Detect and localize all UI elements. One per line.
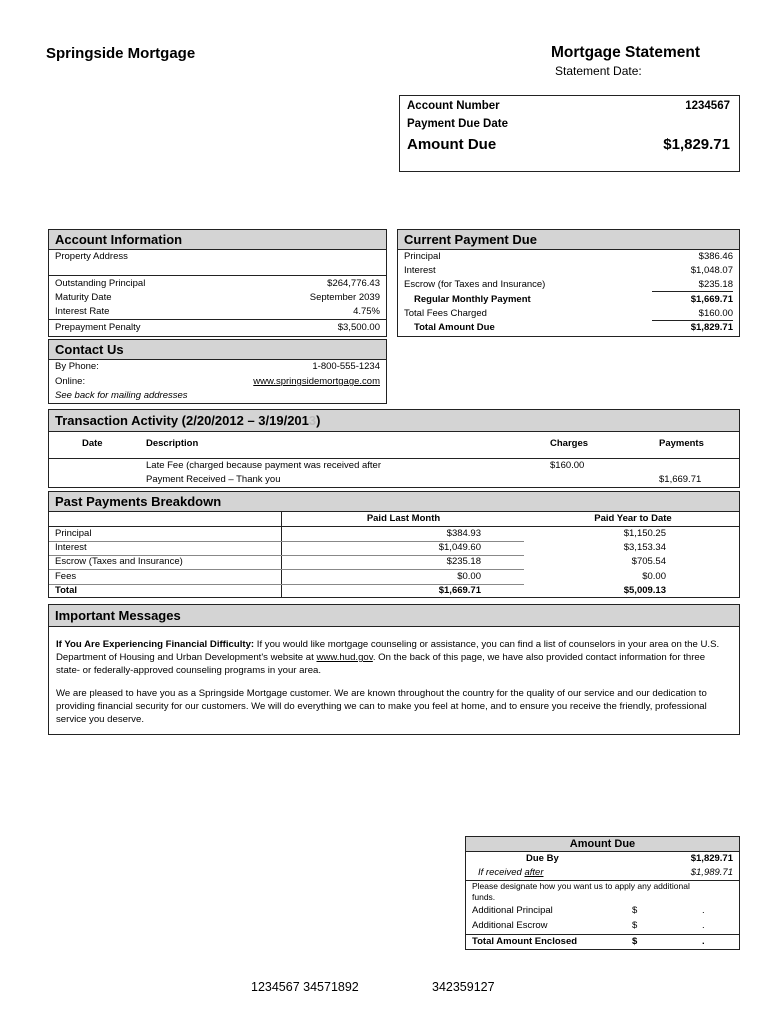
past-payment-ytd: $1,150.25 [623, 528, 666, 539]
past-payment-label: Total [55, 584, 77, 596]
micr-routing-line: 342359127 [432, 980, 495, 994]
late-label-text: If received [478, 867, 525, 878]
past-payment-label: Fees [55, 570, 77, 582]
transaction-payment: $1,669.71 [659, 474, 702, 485]
payment-coupon [465, 836, 740, 950]
past-payment-last-month: $1,049.60 [438, 542, 481, 554]
row-value: $1,048.07 [690, 265, 733, 276]
additional-escrow-label: Additional Escrow [472, 920, 548, 931]
additional-escrow-field[interactable] [642, 920, 722, 932]
mailing-note: See back for mailing addresses [55, 390, 188, 401]
row-value: $235.18 [698, 279, 733, 290]
online-row [55, 375, 380, 388]
message-heading: If You Are Experiencing Financial Difficulty: [56, 639, 255, 650]
past-payment-last-month: $1,669.71 [438, 584, 481, 596]
dollar-sign: $ [632, 920, 638, 931]
account-number: 1234567 [685, 100, 730, 112]
row-value: September 2039 [309, 292, 380, 303]
past-payments-title: Past Payments Breakdown [49, 492, 739, 512]
document-title: Mortgage Statement [551, 44, 700, 61]
account-number-label: Account Number [407, 100, 500, 112]
additional-principal-field[interactable] [642, 905, 722, 917]
transaction-charge: $160.00 [550, 460, 585, 471]
current-payment-title: Current Payment Due [398, 230, 739, 250]
property-address-row [55, 250, 380, 263]
transaction-description: Late Fee (charged because payment was received after [146, 460, 381, 471]
interest-rate-row [55, 305, 380, 318]
important-messages-title: Important Messages [49, 605, 739, 627]
transaction-title-end: ) [316, 413, 321, 428]
micr-account-line: 1234567 34571892 [251, 980, 359, 994]
amount-due-label: Amount Due [407, 136, 497, 153]
row-label: Interest Rate [55, 306, 110, 317]
online-label: Online: [55, 376, 86, 387]
past-payment-label: Principal [55, 528, 92, 539]
total-enclosed-field[interactable] [642, 936, 722, 948]
statement-date-label: Statement Date: [555, 64, 642, 78]
prepayment-penalty-row [55, 321, 380, 334]
row-value: $386.46 [698, 251, 733, 262]
phone-label: By Phone: [55, 361, 99, 372]
welcome-message: We are pleased to have you as a Springside Mortgage customer. We are known throughout the country for the quality of our service and our dedication to providing financial security for our customers. We will do everything we can to make you feel at home, and to ensure you receive the friendly, professional service you deserve. [56, 688, 707, 725]
col-description-header: Description [146, 438, 199, 449]
past-payment-ytd: $5,009.13 [623, 584, 666, 596]
total-fees-row [404, 307, 733, 320]
row-label: Outstanding Principal [55, 278, 146, 289]
dollar-sign: $ [632, 936, 638, 947]
row-label: Total Fees Charged [404, 308, 487, 319]
past-payments-panel [48, 491, 740, 598]
current-payment-panel [397, 229, 740, 337]
past-payment-last-month: $235.18 [446, 556, 481, 568]
interest-row [404, 264, 733, 277]
row-label: Prepayment Penalty [55, 322, 141, 333]
decimal-point: . [702, 920, 705, 931]
col-charges-header: Charges [550, 438, 589, 449]
mailing-note-row [55, 389, 380, 402]
transaction-activity-panel [48, 409, 740, 488]
transaction-activity-title: Transaction Activity (2/20/2012 – 3/19/2013) [49, 410, 739, 432]
col-ytd-header: Paid Year to Date [594, 513, 672, 524]
past-payment-ytd: $0.00 [642, 570, 666, 582]
past-payment-last-month: $0.00 [457, 570, 481, 582]
transaction-title-text: Transaction Activity (2/20/2012 – 3/19/201 [55, 413, 309, 428]
total-enclosed-label: Total Amount Enclosed [472, 936, 578, 947]
late-amount: $1,989.71 [690, 867, 733, 878]
coupon-title: Amount Due [466, 837, 739, 852]
row-value: $1,669.71 [690, 294, 733, 305]
transaction-description: Payment Received – Thank you [146, 474, 281, 485]
row-label: Interest [404, 265, 436, 276]
row-label: Escrow (for Taxes and Insurance) [404, 279, 546, 290]
subtotal-rule [652, 291, 733, 292]
additional-principal-label: Additional Principal [472, 905, 553, 916]
past-payment-ytd: $3,153.34 [623, 542, 666, 554]
total-amount-due-row [414, 321, 733, 334]
regular-monthly-payment-row [414, 293, 733, 306]
contact-panel [48, 339, 387, 404]
payment-due-date-label: Payment Due Date [407, 118, 508, 130]
row-label: Principal [404, 251, 441, 262]
col-last-month-header: Paid Last Month [366, 513, 441, 524]
row-label: Regular Monthly Payment [414, 294, 531, 305]
col-date-header: Date [82, 438, 103, 449]
company-name: Springside Mortgage [46, 45, 196, 62]
divider [49, 275, 386, 276]
row-label: Maturity Date [55, 292, 112, 303]
row-value: $264,776.43 [327, 278, 380, 289]
dollar-sign: $ [632, 905, 638, 916]
financial-difficulty-message [56, 638, 731, 677]
maturity-date-row [55, 291, 380, 304]
row-value: $1,829.71 [690, 322, 733, 333]
principal-row [404, 250, 733, 263]
decimal-point: . [702, 905, 705, 916]
row-label: Total Amount Due [414, 322, 495, 333]
past-payment-last-month: $384.93 [446, 528, 481, 539]
phone-row [55, 360, 380, 373]
col-payments-header: Payments [659, 438, 704, 449]
divider [49, 319, 386, 320]
amount-due-value: $1,829.71 [663, 136, 730, 153]
divider [49, 458, 739, 459]
row-value: $3,500.00 [337, 322, 380, 333]
past-payment-label: Escrow (Taxes and Insurance) [55, 556, 183, 568]
outstanding-principal-row [55, 277, 380, 290]
website-link[interactable]: www.springsidemortgage.com [253, 376, 380, 387]
due-by-amount: $1,829.71 [690, 853, 733, 864]
contact-title: Contact Us [49, 340, 386, 360]
late-label [478, 867, 543, 878]
past-payment-label: Interest [55, 542, 87, 554]
account-information-panel [48, 229, 387, 337]
important-messages-panel [48, 604, 740, 735]
account-information-title: Account Information [49, 230, 386, 250]
phone-number[interactable]: 1-800-555-1234 [312, 361, 380, 372]
designate-note: Please designate how you want us to apply any additional funds. [472, 881, 690, 902]
escrow-row [404, 278, 733, 291]
due-by-label: Due By [526, 853, 559, 864]
row-value: 4.75% [353, 306, 380, 317]
divider [466, 934, 739, 935]
decimal-point: . [702, 936, 705, 947]
row-value: $160.00 [698, 308, 733, 319]
late-label-after: after [524, 867, 544, 878]
property-address-label: Property Address [55, 251, 128, 262]
past-payment-ytd: $705.54 [631, 556, 666, 568]
account-summary-box [399, 95, 740, 172]
message-text: If you would like mortgage counseling or assistance, you can find a list of counselors in your area on the U.S. Department of Housing and Urban Development's website at [56, 639, 720, 663]
message-text: . On the back of this page, we have also provided contact information for three state- or federally-approved counseling programs in your area. [56, 652, 706, 676]
divider [49, 526, 739, 527]
hud-link[interactable]: www.hud.gov [316, 652, 373, 663]
